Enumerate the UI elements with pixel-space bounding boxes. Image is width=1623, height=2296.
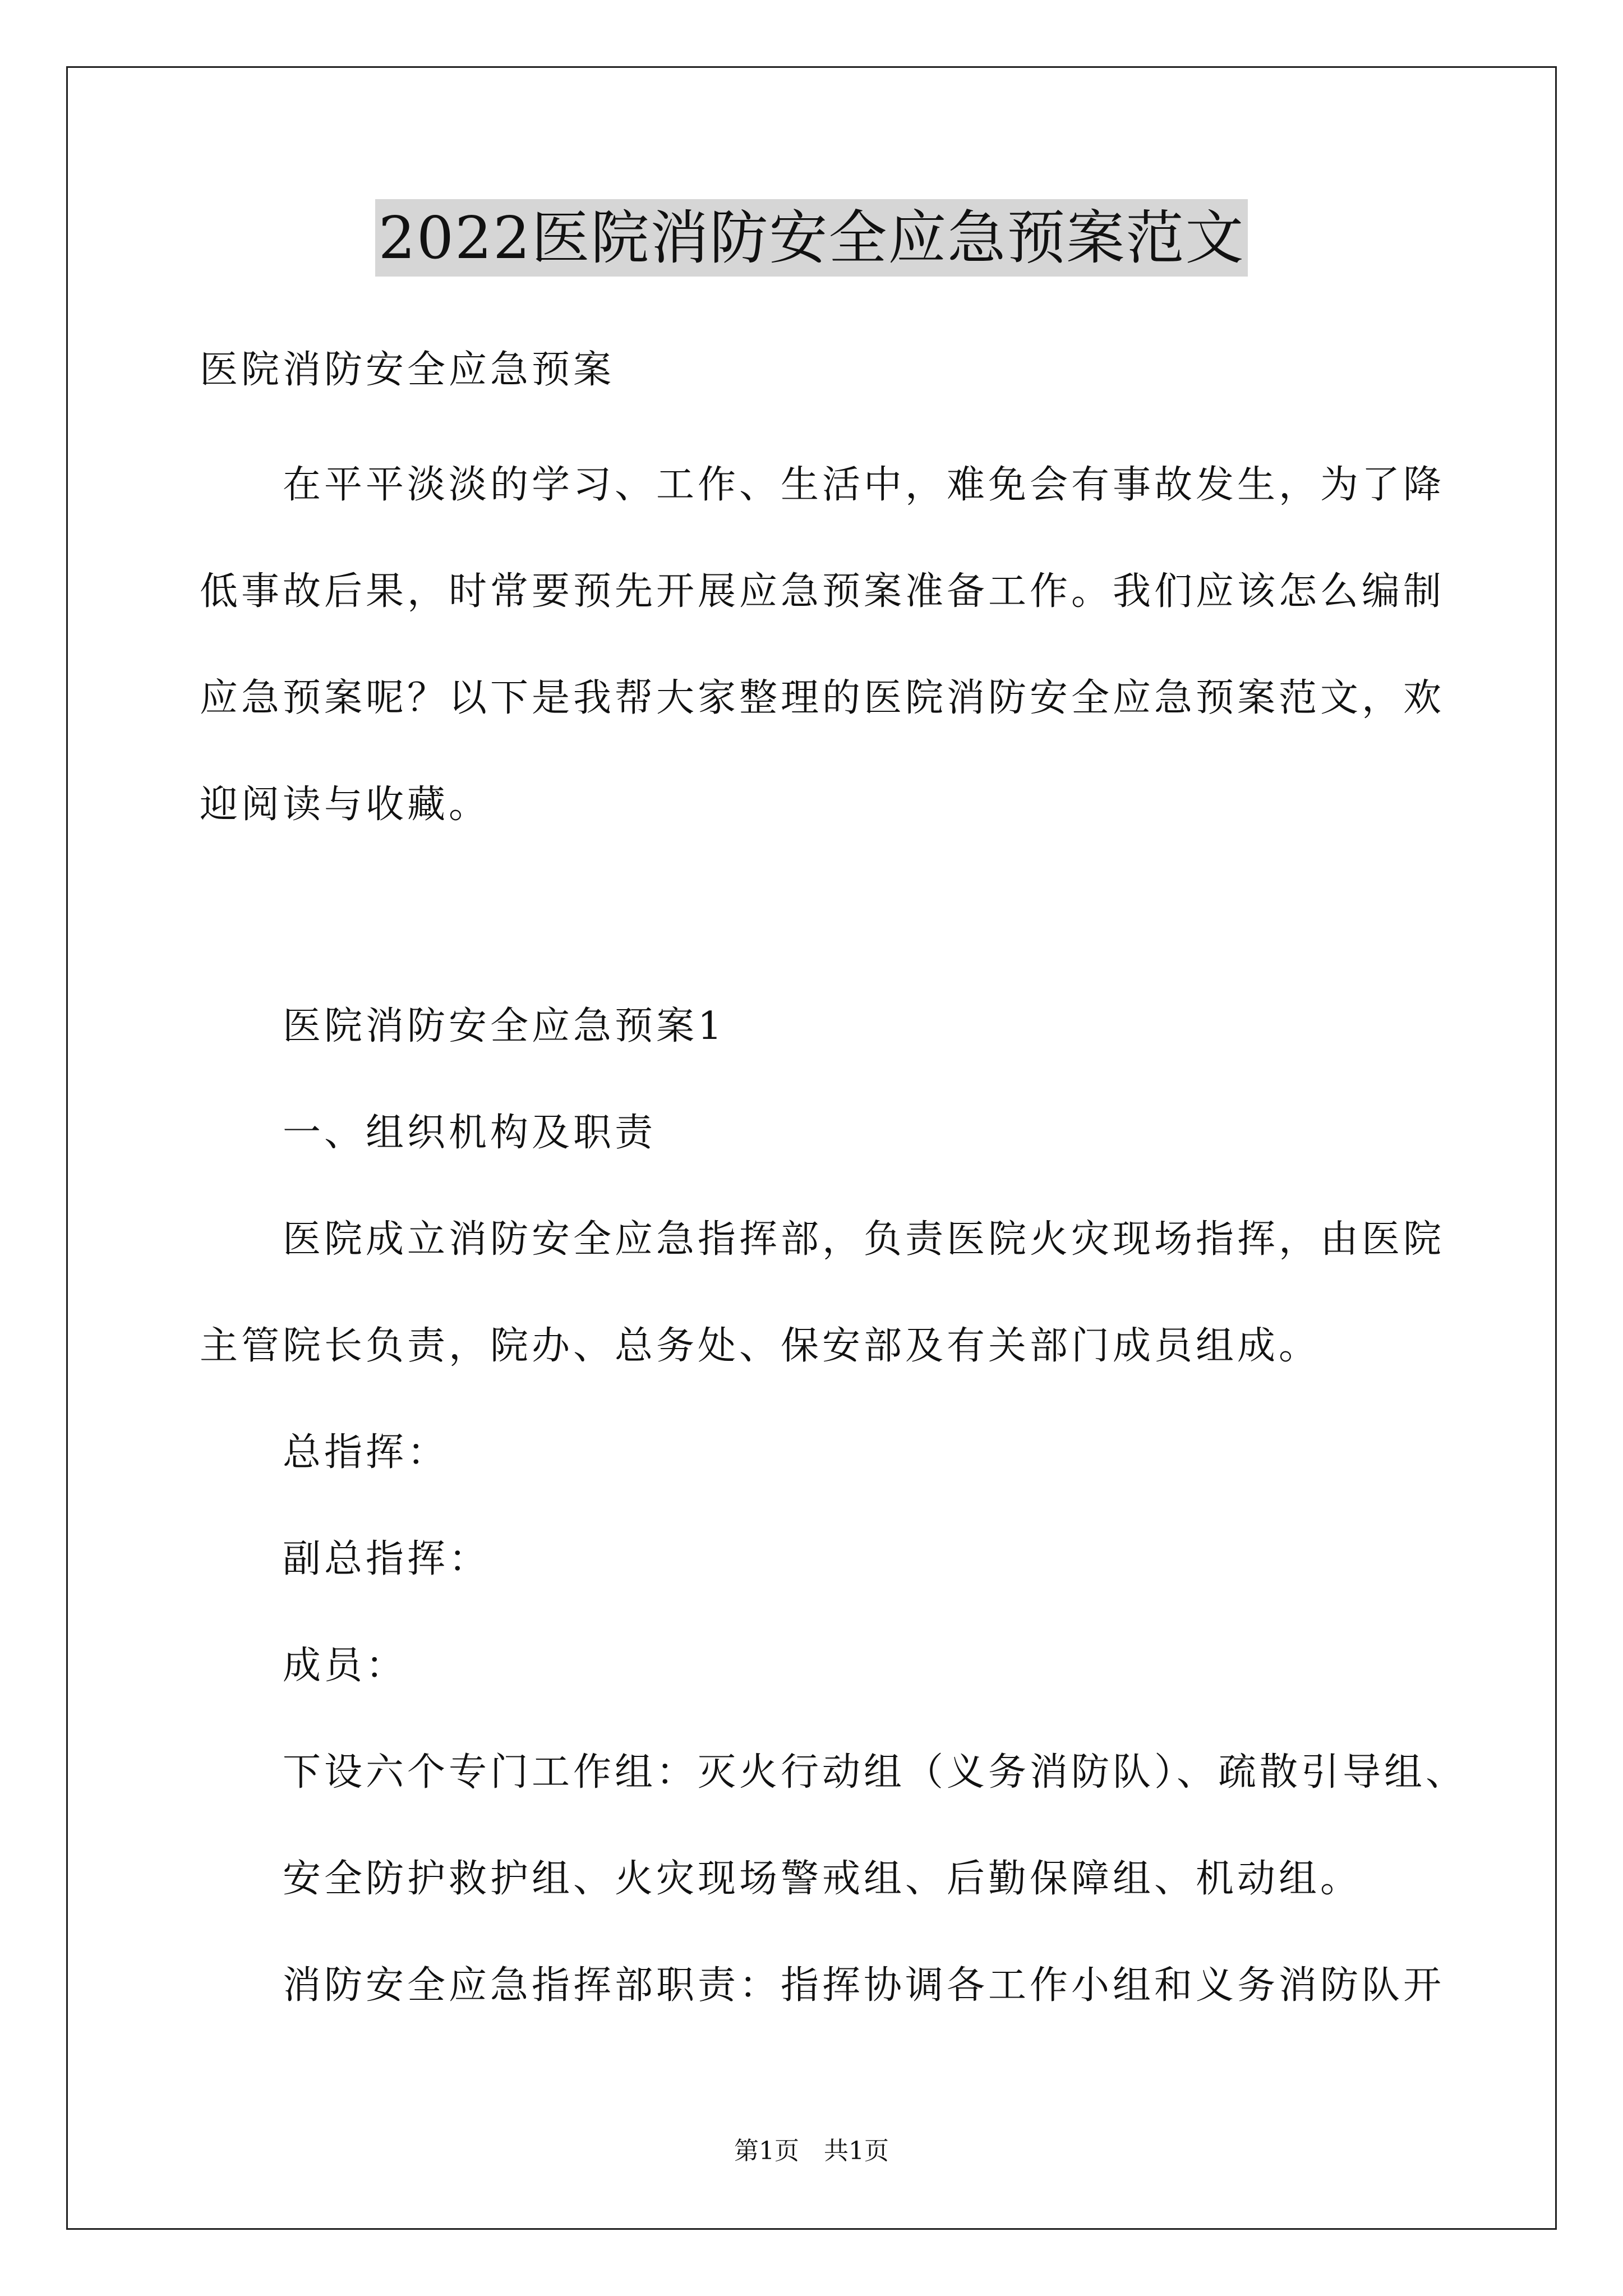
paragraph-line: 在平平淡淡的学习、工作、生活中，难免会有事故发生，为了降 xyxy=(283,463,1445,507)
paragraph-line: 低事故后果，时常要预先开展应急预案准备工作。我们应该怎么编制 xyxy=(200,569,1445,614)
document-title: 2022医院消防安全应急预案范文 xyxy=(375,199,1248,277)
paragraph-line: 成员： xyxy=(283,1644,408,1688)
paragraph-line: 医院成立消防安全应急指挥部，负责医院火灾现场指挥，由医院 xyxy=(283,1217,1445,1262)
paragraph-line: 迎阅读与收藏。 xyxy=(200,783,491,827)
paragraph-line: 下设六个专门工作组：灭火行动组（义务消防队）、疏散引导组、 xyxy=(283,1750,1468,1795)
paragraph-line: 消防安全应急指挥部职责：指挥协调各工作小组和义务消防队开 xyxy=(283,1963,1445,2008)
paragraph-line: 副总指挥： xyxy=(283,1537,491,1581)
paragraph-line: 安全防护救护组、火灾现场警戒组、后勤保障组、机动组。 xyxy=(283,1857,1362,1901)
title-container xyxy=(0,199,1623,277)
section-heading: 医院消防安全应急预案1 xyxy=(283,1004,726,1048)
page-footer: 第1页 共1页 xyxy=(734,2137,889,2165)
paragraph-line: 应急预案呢？以下是我帮大家整理的医院消防安全应急预案范文，欢 xyxy=(200,676,1445,720)
paragraph-subtitle: 医院消防安全应急预案 xyxy=(200,348,615,392)
paragraph-line: 主管院长负责，院办、总务处、保安部及有关部门成员组成。 xyxy=(200,1324,1321,1368)
paragraph-line: 总指挥： xyxy=(283,1430,449,1475)
section-subheading: 一、组织机构及职责 xyxy=(283,1111,657,1155)
